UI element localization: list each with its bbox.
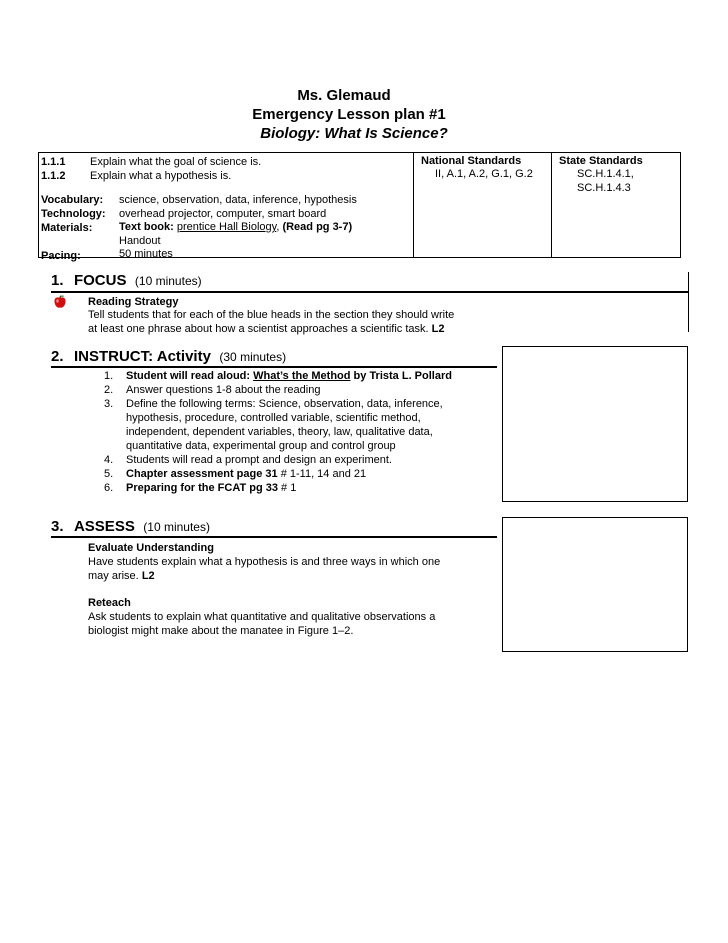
- focus-right-rule: [688, 272, 689, 332]
- materials-label: Materials:: [41, 222, 93, 234]
- objective-num-1: 1.1.1: [41, 156, 66, 168]
- technology-value: overhead projector, computer, smart board: [119, 208, 327, 220]
- technology-label: Technology:: [41, 208, 106, 220]
- national-standards-label: National Standards: [421, 155, 522, 167]
- plan-title: Emergency Lesson plan #1: [252, 106, 446, 123]
- assess-para-2-line-2: biologist might make about the manatee in Figure 1–2.: [88, 625, 354, 637]
- state-standards-label: State Standards: [559, 155, 643, 167]
- objective-text-2: Explain what a hypothesis is.: [90, 170, 232, 182]
- assess-subhead-reteach: Reteach: [88, 597, 131, 609]
- state-standard-1: SC.H.1.4.1,: [577, 168, 634, 180]
- national-standards-value: II, A.1, A.2, G.1, G.2: [435, 168, 533, 180]
- assess-subhead-evaluate: Evaluate Understanding: [88, 542, 214, 554]
- vocabulary-value: science, observation, data, inference, hypothesis: [119, 194, 357, 206]
- assess-para-1-line-1: Have students explain what a hypothesis is and three ways in which one: [88, 556, 441, 568]
- focus-subhead: Reading Strategy: [88, 296, 179, 308]
- objective-num-2: 1.1.2: [41, 170, 66, 182]
- materials-handout: Handout: [119, 235, 161, 247]
- focus-line-1: Tell students that for each of the blue heads in the section they should write: [88, 309, 455, 321]
- objective-text-1: Explain what the goal of science is.: [90, 156, 262, 168]
- standards-table: [38, 152, 681, 262]
- instruct-heading: 2. INSTRUCT: Activity (30 minutes): [51, 348, 287, 365]
- materials-value: Text book: prentice Hall Biology, (Read pg 3-7): [119, 221, 353, 233]
- assess-para-1-line-2: may arise. L2: [88, 570, 155, 582]
- apple-icon: [53, 295, 67, 314]
- state-standard-2: SC.H.1.4.3: [577, 182, 631, 194]
- subject-title: Biology: What Is Science?: [260, 125, 448, 142]
- instruct-list: 1. Student will read aloud: What’s the Method by Trista L. Pollard 2. Answer questions 1-8 about the reading 3. Define the following terms: Science, observation, data, inference, hypothesis, procedure, controlled variable, scientific method, independent, dependent variables, theory, law, qualitative data, quantitative data, experimental group and control group 4. Students will read a prompt and design an experiment. 5. Chapter assessment page 31 # 1-11, 14 and 21 6. Preparing for the FCAT pg 33 # 1: [104, 370, 452, 494]
- vocabulary-label: Vocabulary:: [41, 194, 104, 206]
- focus-line-2: at least one phrase about how a scientist approaches a scientific task. L2: [88, 323, 445, 335]
- assess-notes-box: [502, 517, 688, 652]
- instruct-notes-box: [502, 346, 688, 502]
- assess-para-2-line-1: Ask students to explain what quantitative and qualitative observations a: [88, 611, 436, 623]
- author-name: Ms. Glemaud: [297, 87, 391, 104]
- pacing-value: 50 minutes: [119, 248, 173, 260]
- textbook-title: prentice Hall Biology: [176, 221, 277, 233]
- focus-heading: 1. FOCUS (10 minutes): [51, 272, 202, 289]
- assess-heading: 3. ASSESS (10 minutes): [51, 518, 210, 535]
- pacing-label: Pacing:: [41, 250, 81, 262]
